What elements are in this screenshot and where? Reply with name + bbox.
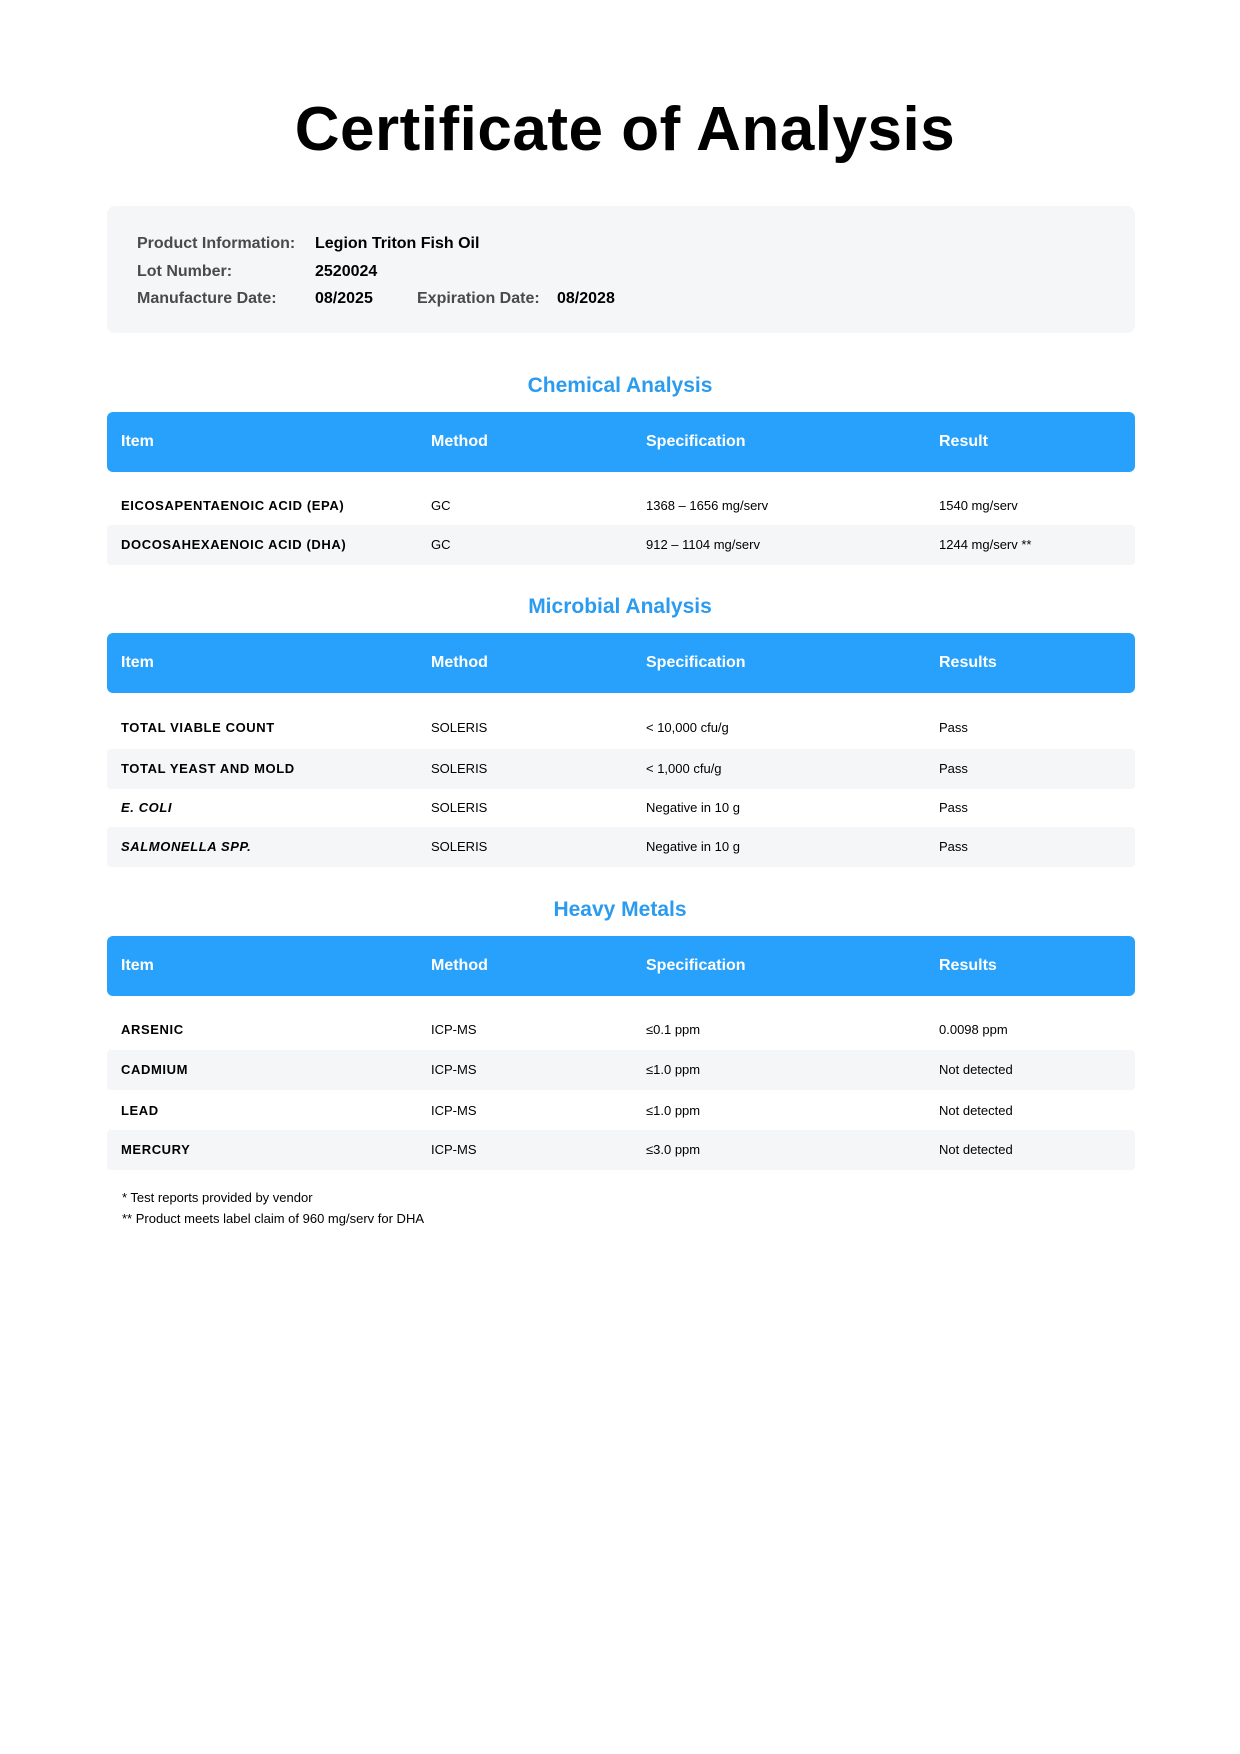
cell-result: Not detected [939,1142,1013,1157]
header-results: Results [939,654,997,671]
cell-specification: ≤0.1 ppm [646,1022,701,1037]
cell-item: MERCURY [121,1142,191,1157]
cell-item: EICOSAPENTAENOIC ACID (EPA) [121,498,345,513]
heavy-metals-table-header [107,936,1135,996]
page-title: Certificate of Analysis [294,95,956,164]
cell-item: TOTAL YEAST AND MOLD [121,761,295,776]
cell-specification: 1368 – 1656 mg/serv [646,498,769,513]
cell-method: SOLERIS [431,839,488,854]
cell-item: E. COLI [121,800,173,815]
cell-result: 1540 mg/serv [939,498,1018,513]
heavy-metals-title: Heavy Metals [553,898,687,921]
cell-method: ICP-MS [431,1022,477,1037]
cell-method: SOLERIS [431,720,488,735]
cell-specification: ≤1.0 ppm [646,1062,701,1077]
header-method: Method [431,654,488,671]
cell-specification: ≤3.0 ppm [646,1142,701,1157]
cell-method: GC [431,537,451,552]
table-row [107,1050,1135,1090]
cell-item: LEAD [121,1103,159,1118]
expiration-date-label: Expiration Date: [417,290,540,307]
header-specification: Specification [646,433,746,450]
cell-method: ICP-MS [431,1103,477,1118]
cell-result: 0.0098 ppm [939,1022,1008,1037]
header-specification: Specification [646,654,746,671]
microbial-table-header [107,633,1135,693]
cell-specification: < 10,000 cfu/g [646,720,729,735]
cell-result: Pass [939,800,968,815]
header-method: Method [431,433,488,450]
cell-item: DOCOSAHEXAENOIC ACID (DHA) [121,537,347,552]
expiration-date-value: 08/2028 [557,290,615,307]
table-row [107,827,1135,867]
manufacture-date-value: 08/2025 [315,290,373,307]
lot-value: 2520024 [315,263,378,280]
manufacture-date-label: Manufacture Date: [137,290,277,307]
header-method: Method [431,957,488,974]
cell-item: SALMONELLA SPP. [121,839,252,854]
cell-specification: 912 – 1104 mg/serv [646,537,760,552]
cell-method: GC [431,498,451,513]
cell-result: Pass [939,761,968,776]
table-row [107,1130,1135,1170]
cell-item: CADMIUM [121,1062,189,1077]
footnote-vendor: * Test reports provided by vendor [122,1190,313,1205]
product-value: Legion Triton Fish Oil [315,235,480,252]
header-item: Item [121,433,154,450]
header-result: Result [939,433,988,450]
header-item: Item [121,654,154,671]
microbial-analysis-title: Microbial Analysis [528,595,712,618]
table-row [107,1010,1135,1050]
cell-method: ICP-MS [431,1142,477,1157]
cell-result: Not detected [939,1103,1013,1118]
footnote-dha-claim: ** Product meets label claim of 960 mg/serv for DHA [122,1211,425,1226]
header-item: Item [121,957,154,974]
header-results: Results [939,957,997,974]
table-row [107,486,1135,526]
cell-specification: Negative in 10 g [646,800,740,815]
cell-method: SOLERIS [431,800,488,815]
cell-result: Not detected [939,1062,1013,1077]
cell-method: SOLERIS [431,761,488,776]
cell-specification: < 1,000 cfu/g [646,761,722,776]
lot-label: Lot Number: [137,263,233,280]
table-row [107,708,1135,748]
cell-result: Pass [939,839,968,854]
cell-specification: Negative in 10 g [646,839,740,854]
table-row [107,525,1135,565]
cell-method: ICP-MS [431,1062,477,1077]
cell-result: 1244 mg/serv ** [939,537,1032,552]
product-label: Product Information: [137,235,296,252]
table-row [107,749,1135,789]
cell-specification: ≤1.0 ppm [646,1103,701,1118]
table-row [107,788,1135,828]
chemical-table-header [107,412,1135,472]
table-row [107,1091,1135,1131]
chemical-analysis-title: Chemical Analysis [527,374,713,397]
header-specification: Specification [646,957,746,974]
cell-result: Pass [939,720,968,735]
product-info-box [107,206,1135,333]
cell-item: TOTAL VIABLE COUNT [121,720,275,735]
cell-item: ARSENIC [121,1022,184,1037]
